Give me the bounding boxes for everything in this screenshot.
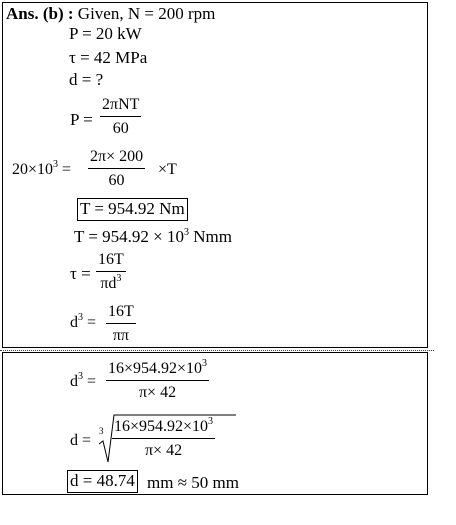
torque-result-boxed: T = 954.92 Nm <box>77 198 188 221</box>
eq4-equals: = <box>87 314 97 331</box>
eq5-numerator <box>106 358 209 380</box>
eq5-denominator: π× 42 <box>138 384 177 401</box>
eq2-denominator: 60 <box>108 172 125 189</box>
eq2-rhs: ×T <box>158 161 177 178</box>
eq6-num-text: 16×954.92×10 <box>114 418 209 435</box>
eq3-fraction <box>96 252 126 292</box>
eq3-denominator <box>100 272 121 292</box>
eq5-equals: = <box>87 373 97 390</box>
eq1-fraction <box>100 97 141 137</box>
eq1-lhs: P = <box>70 110 93 129</box>
root-index: 3 <box>99 426 104 436</box>
eq5-lhs-base: d <box>70 373 78 390</box>
eq3-den-base: πd <box>100 275 117 292</box>
answer-label: Ans. (b) : <box>6 4 74 23</box>
eq4-denominator: ππ <box>112 327 129 344</box>
torque-nmm <box>74 228 232 245</box>
eq6-denominator: π× 42 <box>144 442 183 459</box>
eq5-fraction <box>106 358 209 401</box>
eq3-lhs: τ = <box>70 264 91 283</box>
page-separator <box>0 350 434 351</box>
torque-nmm-exponent: 3 <box>184 227 190 238</box>
given-diameter: d = ? <box>69 70 104 89</box>
eq3-numerator: 16T <box>98 251 124 268</box>
eq4-lhs-exponent: 3 <box>78 312 83 323</box>
given-speed: Given, N = 200 rpm <box>77 4 216 23</box>
eq2-numerator: 2π× 200 <box>90 148 144 165</box>
eq2-lhs <box>12 159 72 178</box>
given-power: P = 20 kW <box>69 24 142 43</box>
eq3-den-exponent: 3 <box>116 273 122 284</box>
torque-nmm-value: T = 954.92 × 10 <box>74 227 185 246</box>
eq6-num-exponent: 3 <box>208 416 214 427</box>
eq5-num-text: 16×954.92×10 <box>108 360 203 377</box>
final-answer-rest: mm ≈ 50 mm <box>147 473 239 492</box>
eq5-lhs <box>70 371 97 390</box>
eq6-lhs: d = <box>70 432 92 449</box>
eq6-fraction <box>112 416 215 459</box>
final-answer-boxed: d = 48.74 <box>67 470 138 493</box>
eq4-fraction <box>106 304 136 344</box>
eq6-numerator <box>112 416 215 438</box>
eq2-equals: = <box>62 161 72 178</box>
eq4-lhs <box>70 312 97 331</box>
answer-header <box>6 5 215 22</box>
eq4-numerator: 16T <box>108 303 134 320</box>
eq1-denominator: 60 <box>112 120 129 137</box>
eq5-num-exponent: 3 <box>202 358 208 369</box>
eq5-lhs-exponent: 3 <box>78 371 83 382</box>
eq2-lhs-exponent: 3 <box>53 159 59 170</box>
eq4-lhs-base: d <box>70 314 78 331</box>
eq2-fraction <box>88 149 145 189</box>
torque-nmm-unit: Nmm <box>189 227 232 246</box>
eq1-numerator: 2πNT <box>102 96 140 113</box>
given-stress: τ = 42 MPa <box>69 48 148 67</box>
eq2-lhs-base: 20×10 <box>12 161 54 178</box>
